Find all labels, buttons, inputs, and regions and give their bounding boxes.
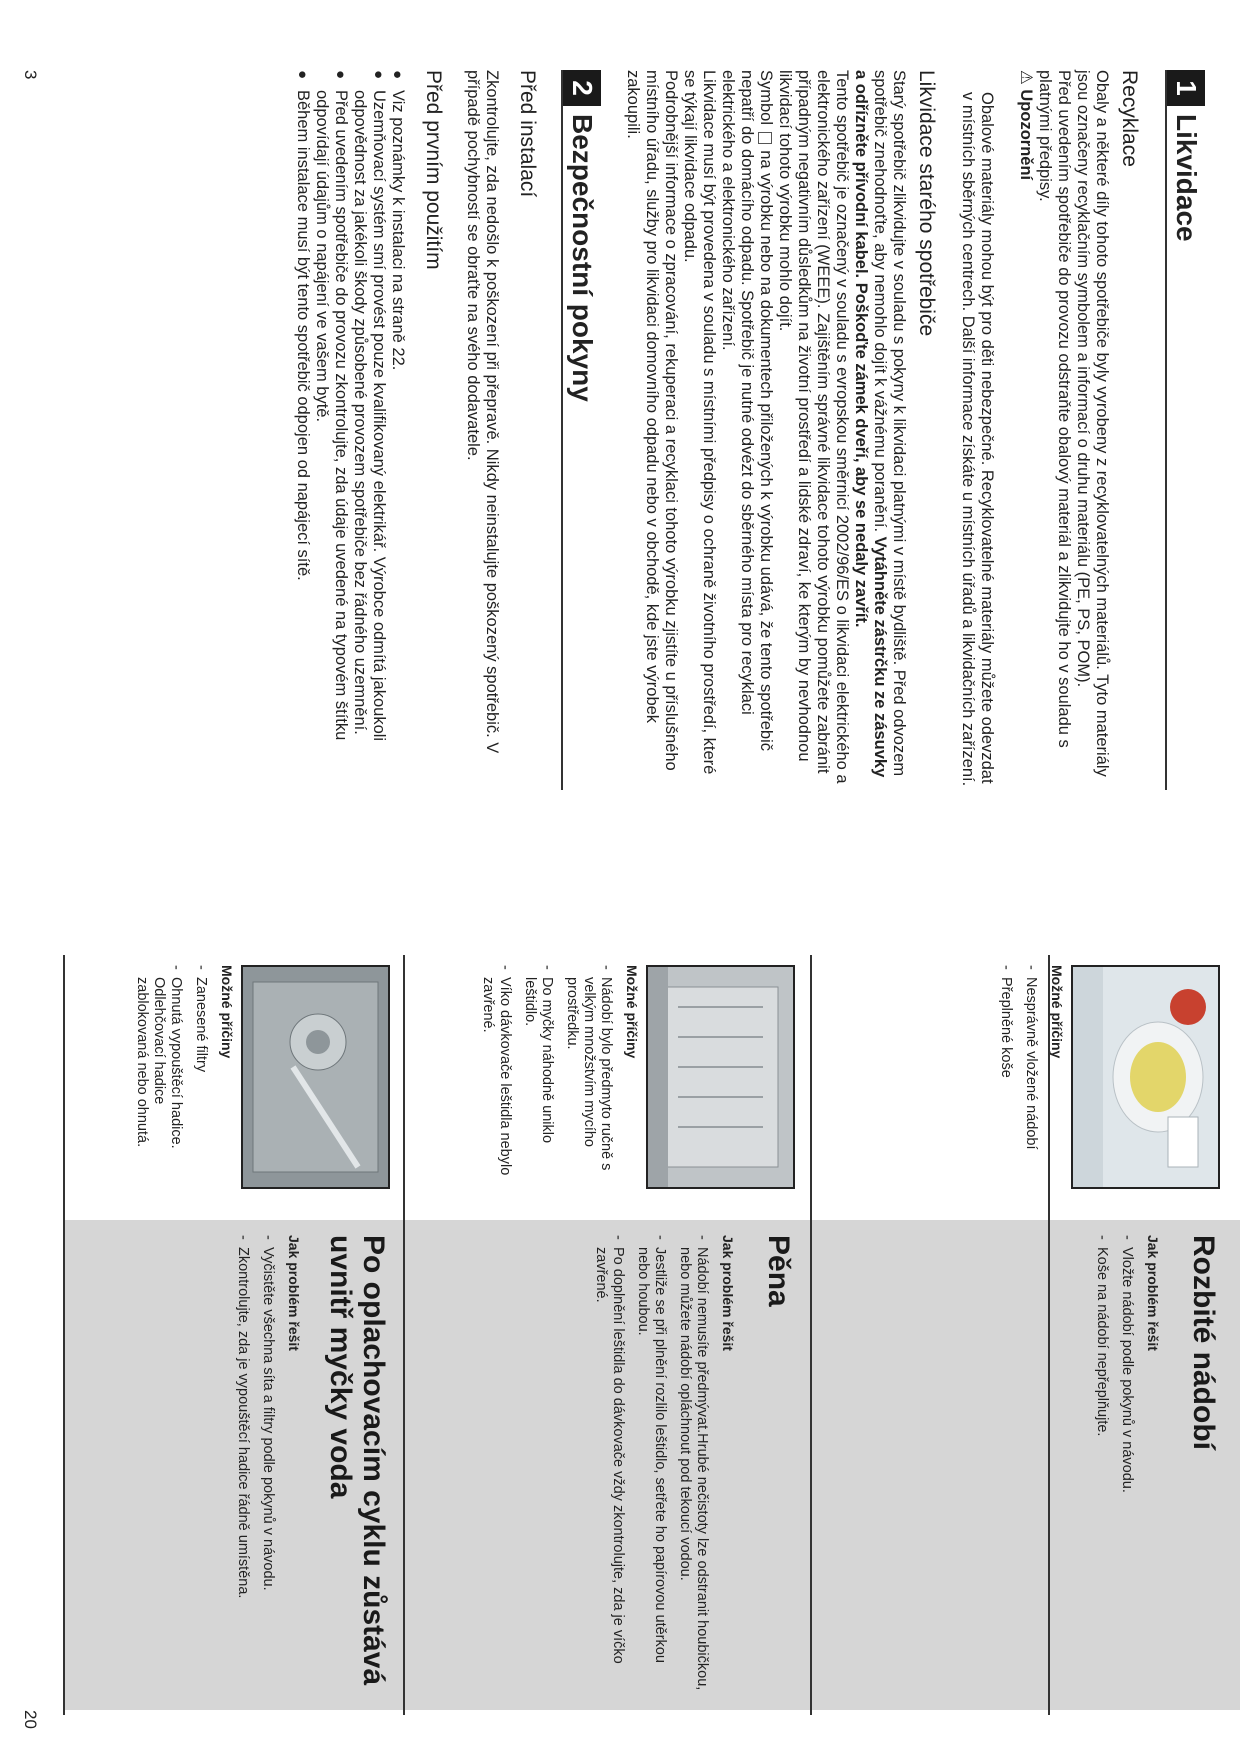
list-item: ● Viz poznámky k instalaci na straně 22. (388, 70, 407, 790)
card3-causes (125, 965, 235, 1185)
card1-solution-label: Jak problém řešit (1145, 1235, 1161, 1351)
list-item: - Zanesené filtry (192, 965, 209, 1185)
card1-causes-label: Možné příčiny (1049, 965, 1065, 1059)
card3-solutions-list (234, 1235, 276, 1695)
recycling-block (958, 70, 1141, 790)
section-likvidace (293, 70, 1205, 790)
disposal-text-3b: na výrobku nebo na dokumentech přiložených k výrobku udává, že tento spotřebič nepatří do domácího odpadu. Spotřebič je nutné odvézt do sběrného místa pro recyklaci elektrického a elektronického zařízení. (719, 70, 775, 751)
before-install-heading: Před instalací (516, 70, 539, 198)
list-item: ● Před uvedením spotřebiče do provozu zkontrolujte, zda údaje uvedené na typovém štítku odpovídají údajům o napájení ve vašem bytě. (312, 70, 350, 790)
disposal-text-3 (718, 70, 775, 790)
list-item: - Víko dávkovače leštidla nebylo zavřené. (479, 965, 513, 1185)
section-2-header (561, 70, 601, 790)
disposal-text-3a: Symbol (757, 70, 775, 126)
first-use-heading: Před prvním použitím (422, 70, 445, 270)
section-1-title: Likvidace (1171, 114, 1202, 242)
card1-causes-list (997, 965, 1039, 1185)
list-item: - Nádobí bylo předmyto ručně s velkým množstvím mycího prostředku. (563, 965, 614, 1185)
card3-causes-label: Možné příčiny (219, 965, 235, 1059)
disposal-text-1a: Starý spotřebič zlikvidujte v souladu s pokyny k likvidaci platnými v místě bydliště. Před odvozem spotřebič znehodnoťte, aby nemohlo dojít k vážnému poranění. (871, 70, 908, 777)
disposal-text-4: Likvidace musí být provedena v souladu s místními předpisy o ochraně životního prostředí, které se týkají likvidace odpadu. (681, 70, 718, 775)
disposal-text-1-bold: Vytáhněte zástrčku ze zásuvky a odřízněte přívodní kabel. Poškoďte zámek dveří, aby se nedaly zavřít. (852, 70, 889, 778)
disposal-text-2: Tento spotřebič je označený v souladu s evropskou směrnicí 2002/96/ES o likvidaci elektrického a elektronického zařízení (WEEE). Zajištěním správné likvidace tohoto výrobku pomůžete zabránit případným negativním důsledkům na životní prostředí a lidské zdraví, ke kterým by nevhodnou likvidací tohoto výrobku mohlo dojít. (776, 70, 851, 784)
weee-bin-icon (758, 132, 772, 144)
list-item: - Koše na nádobí nepřeplňujte. (1093, 1235, 1110, 1695)
list-item: ● Uzemňovací systém smí provést pouze kvalifikovaný elektrikář. Výrobce odmítá jakoukoli odpovědnost za jakékoli škody způsobené provozem spotřebiče bez řádného uzemnění. (350, 70, 388, 790)
list-item: - Nádobí nemusíte předmývat.Hrubé nečistoty lze odstranit houbičkou, nebo můžete nádobí opláchnout pod tekoucí vodou. (676, 1235, 710, 1695)
card3-title: Po oplachovacím cyklu zůstává uvnitř myčky voda (324, 1235, 390, 1686)
card-separator-3 (63, 955, 65, 1715)
card3-solution-label: Jak problém řešit (286, 1235, 302, 1351)
list-item: - Přeplněné koše (997, 965, 1014, 1185)
page-number-left: 3 (21, 70, 40, 80)
list-item: - Jestliže se při plnění rozlilo leštidlo, setřete ho papírovou utěrkou nebo houbou. (634, 1235, 668, 1695)
card3-causes-list (133, 965, 209, 1185)
before-install-text: Zkontrolujte, zda nedošlo k poškození při přepravě. Nikdy neinstalujte poškozený spotřebič. V případě pochybností se obraťte na svého dodavatele. (464, 70, 501, 754)
page-number-right: 20 (21, 1710, 40, 1729)
list-item: - Nesprávně vložené nádobí (1022, 965, 1039, 1185)
first-use-list (293, 70, 407, 790)
before-install-block (463, 70, 539, 790)
section-1-number: 1 (1167, 70, 1205, 106)
card1-solutions (1085, 1235, 1220, 1695)
filter-photo (241, 965, 390, 1189)
list-item: - Vyčistěte všechna síta a filtry podle pokynů v návodu. (259, 1235, 276, 1695)
foam-photo (646, 965, 795, 1189)
recycling-heading: Recyklace (1118, 70, 1141, 167)
dishes-illustration (1073, 967, 1218, 1187)
list-item: - Zkontrolujte, zda je vypouštěcí hadice řádně umístěna. (234, 1235, 251, 1695)
warning-label: Upozornění (1017, 89, 1035, 181)
list-item: - Vložte nádobí podle pokynů v návodu. (1118, 1235, 1135, 1695)
disposal-text-1 (851, 70, 908, 790)
section-2-title: Bezpečnostní pokyny (567, 114, 598, 402)
list-item: - Po doplnění leštidla do dávkovače vždy zkontrolujte, zda je víčko zavřené. (592, 1235, 626, 1695)
card2-causes-label: Možné příčiny (624, 965, 640, 1059)
card2-solutions-list (592, 1235, 710, 1695)
warning-text: Obalové materiály mohou být pro děti nebezpečné. Recyklovatelné materiály můžete odevzdat v místních sběrných centrech. Další informace získáte u místních úřadů a likvidačních zařízení. (959, 92, 996, 787)
card3-solutions (226, 1235, 390, 1695)
list-item: - Ohnutá vypouštěcí hadice. Odlehčovací hadice zablokovaná nebo ohnutá. (133, 965, 184, 1185)
card-separator-2 (403, 955, 405, 1715)
first-use-block (293, 70, 445, 790)
section-bezpecnost (293, 70, 601, 790)
dishwasher-interior-illustration (648, 967, 793, 1187)
card1-divider (1048, 955, 1050, 1715)
card1-causes (989, 965, 1065, 1185)
section-1-header (1165, 70, 1205, 790)
card-separator-1 (810, 955, 812, 1715)
list-item: - Do myčky náhodně uniklo leštidlo. (521, 965, 555, 1185)
card1-title: Rozbité nádobí (1187, 1235, 1220, 1450)
card2-solutions (584, 1235, 795, 1695)
dishes-photo (1071, 965, 1220, 1189)
card2-title: Pěna (762, 1235, 795, 1307)
warning-icon: ⚠ (1017, 70, 1035, 85)
disposal-text-5: Podrobnější informace o zpracování, rekuperaci a recyklaci tohoto výrobku zjistíte u příslušného místního úřadu, služby pro likvidaci domovního odpadu nebo v obchodě, kde jste výrobek zakoupili. (624, 70, 680, 771)
recycling-text-1: Obaly a některé díly tohoto spotřebiče byly vyrobeny z recyklovatelných materiálů. Tyto materiály jsou označeny recyklačním symbolem a informací o druhu materiálu (PE, PS, POM). (1074, 70, 1111, 777)
list-item: ● Během instalace musí být tento spotřebič odpojen od napájecí sítě. (293, 70, 312, 790)
card2-causes-list (479, 965, 614, 1185)
recycling-text-2: Před uvedením spotřebiče do provozu odstraňte obalový materiál a zlikvidujte ho v souladu s platnými předpisy. (1036, 70, 1073, 748)
disposal-heading: Likvidace starého spotřebiče (915, 70, 938, 337)
section-2-number: 2 (563, 70, 601, 106)
card1-solutions-list (1093, 1235, 1135, 1695)
card2-solution-label: Jak problém řešit (720, 1235, 736, 1351)
warning-row (1016, 70, 1035, 790)
disposal-block (623, 70, 938, 790)
card2-causes (471, 965, 640, 1185)
filter-illustration (243, 967, 388, 1187)
